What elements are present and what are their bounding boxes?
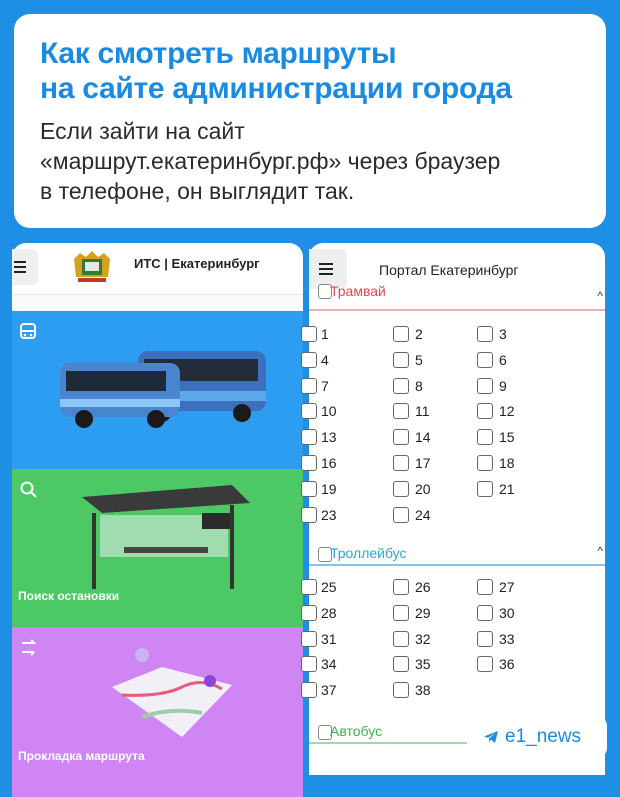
- route-checkbox[interactable]: [477, 631, 493, 647]
- route-number: 27: [499, 579, 515, 595]
- route-checkbox[interactable]: [301, 507, 317, 523]
- route-checkbox-item[interactable]: [393, 603, 473, 623]
- route-checkbox[interactable]: [393, 481, 409, 497]
- subtext: [40, 116, 582, 206]
- route-checkbox-item[interactable]: [309, 577, 389, 597]
- route-checkbox[interactable]: [301, 656, 317, 672]
- tile-label: Прокладка маршрута: [18, 749, 145, 763]
- route-number: 9: [499, 377, 507, 394]
- route-checkbox-item[interactable]: [309, 453, 389, 473]
- route-checkbox[interactable]: [393, 682, 409, 698]
- headline-line-1: Как смотреть маршруты: [40, 37, 397, 70]
- route-checkbox[interactable]: [477, 481, 493, 497]
- route-checkbox-item[interactable]: [477, 629, 557, 649]
- route-checkbox[interactable]: [477, 605, 493, 621]
- section-label: Автобус: [330, 723, 383, 739]
- route-checkbox-item[interactable]: [393, 629, 473, 649]
- route-checkbox-item[interactable]: [477, 427, 557, 447]
- route-checkbox[interactable]: [393, 631, 409, 647]
- section-label: Троллейбус: [330, 545, 407, 561]
- route-checkbox-item[interactable]: [393, 654, 473, 674]
- route-checkbox-item[interactable]: [309, 680, 389, 700]
- route-number: 37: [321, 682, 337, 699]
- route-checkbox-item[interactable]: [309, 324, 389, 344]
- badge-text: e1_news: [505, 726, 582, 747]
- buses-illustration: [52, 341, 272, 433]
- section-trolleybus[interactable]: [309, 542, 605, 566]
- route-checkbox[interactable]: [393, 507, 409, 523]
- route-checkbox-item[interactable]: [393, 401, 473, 421]
- e1-news-badge[interactable]: [467, 716, 607, 758]
- route-checkbox-item[interactable]: [393, 453, 473, 473]
- route-number: 11: [415, 403, 430, 420]
- route-number: 2: [415, 326, 423, 342]
- route-checkbox-item[interactable]: [309, 401, 389, 421]
- route-number: 20: [415, 480, 431, 497]
- route-number: 14: [415, 429, 431, 446]
- route-number: 10: [321, 403, 337, 420]
- route-checkbox-item[interactable]: [393, 350, 473, 370]
- route-checkbox[interactable]: [477, 403, 493, 419]
- route-checkbox[interactable]: [301, 378, 317, 394]
- route-checkbox-item[interactable]: [309, 350, 389, 370]
- route-checkbox-item[interactable]: [477, 453, 557, 473]
- section-tram[interactable]: [309, 283, 605, 311]
- route-checkbox-item[interactable]: [477, 603, 557, 623]
- route-number: 24: [415, 506, 431, 523]
- route-checkbox-item[interactable]: [477, 350, 557, 370]
- route-checkbox[interactable]: [301, 605, 317, 621]
- route-number: 12: [499, 403, 515, 420]
- route-number: 7: [321, 377, 329, 394]
- route-number: 32: [415, 630, 431, 647]
- route-number: 19: [321, 480, 337, 497]
- route-number: 21: [499, 480, 515, 497]
- route-checkbox[interactable]: [301, 631, 317, 647]
- route-number: 6: [499, 351, 507, 368]
- route-checkbox-item[interactable]: [477, 577, 557, 597]
- route-checkbox-item[interactable]: [309, 427, 389, 447]
- route-number: 4: [321, 351, 329, 368]
- route-number: 33: [499, 630, 515, 647]
- route-number: 28: [321, 604, 337, 621]
- route-checkbox-item[interactable]: [477, 401, 557, 421]
- route-checkbox-item[interactable]: [309, 479, 389, 499]
- route-checkbox-item[interactable]: [393, 324, 473, 344]
- route-number: 1: [321, 326, 329, 342]
- route-number: 3: [499, 326, 507, 342]
- route-checkbox[interactable]: [301, 481, 317, 497]
- collapse-caret-icon[interactable]: ^: [597, 289, 603, 303]
- route-number: 34: [321, 656, 337, 673]
- route-checkbox[interactable]: [477, 429, 493, 445]
- route-number: 25: [321, 579, 337, 595]
- route-checkbox[interactable]: [393, 378, 409, 394]
- search-icon: [18, 479, 40, 501]
- route-checkbox[interactable]: [301, 352, 317, 368]
- subtext-line-3: в телефоне, он выглядит так.: [40, 178, 355, 204]
- route-checkbox-item[interactable]: [477, 654, 557, 674]
- its-site-screenshot: [12, 243, 303, 775]
- bus-icon: [18, 321, 40, 343]
- collapse-caret-icon[interactable]: ^: [597, 544, 603, 558]
- route-number: 13: [321, 429, 337, 446]
- portal-site-title: Портал Екатеринбург: [379, 262, 519, 278]
- tile-stop-search[interactable]: [12, 469, 303, 627]
- route-checkbox[interactable]: [477, 378, 493, 394]
- route-checkbox-item[interactable]: [477, 324, 557, 344]
- telegram-icon: [483, 729, 499, 745]
- route-checkbox[interactable]: [393, 605, 409, 621]
- map-illustration: [102, 647, 242, 747]
- route-number: 36: [499, 656, 515, 673]
- route-number: 38: [415, 682, 431, 699]
- ekaterinburg-coat-of-arms-logo: [70, 247, 114, 285]
- route-checkbox-item[interactable]: [393, 376, 473, 396]
- route-checkbox[interactable]: [477, 326, 493, 342]
- route-checkbox-item[interactable]: [309, 629, 389, 649]
- menu-button[interactable]: [12, 249, 38, 285]
- hamburger-icon: [319, 263, 333, 278]
- route-checkbox[interactable]: [393, 326, 409, 342]
- route-number: 5: [415, 351, 423, 368]
- route-checkbox[interactable]: [477, 455, 493, 471]
- route-checkbox[interactable]: [301, 326, 317, 342]
- route-checkbox[interactable]: [301, 579, 317, 595]
- route-checkbox[interactable]: [477, 352, 493, 368]
- header-card: [14, 14, 606, 228]
- route-icon: [18, 637, 40, 659]
- section-label: Трамвай: [330, 283, 386, 299]
- route-checkbox-item[interactable]: [309, 603, 389, 623]
- route-checkbox[interactable]: [393, 455, 409, 471]
- route-checkbox[interactable]: [477, 656, 493, 672]
- route-checkbox[interactable]: [393, 579, 409, 595]
- route-checkbox-item[interactable]: [477, 376, 557, 396]
- route-number: 15: [499, 429, 515, 446]
- subtext-line-2: «маршрут.екатеринбург.рф» через браузер: [40, 148, 501, 174]
- route-checkbox[interactable]: [301, 403, 317, 419]
- route-number: 23: [321, 506, 337, 523]
- route-checkbox[interactable]: [393, 656, 409, 672]
- route-checkbox-item[interactable]: [309, 654, 389, 674]
- route-checkbox-item[interactable]: [393, 479, 473, 499]
- subtext-line-1: Если зайти на сайт: [40, 118, 245, 144]
- its-topbar: [12, 243, 303, 295]
- route-checkbox-item[interactable]: [309, 376, 389, 396]
- route-checkbox[interactable]: [301, 682, 317, 698]
- headline: [40, 36, 582, 106]
- route-checkbox[interactable]: [393, 352, 409, 368]
- its-site-title: ИТС | Екатеринбург: [134, 256, 260, 271]
- headline-line-2: на сайте администрации города: [40, 72, 512, 105]
- route-checkbox-item[interactable]: [393, 680, 473, 700]
- route-checkbox-item[interactable]: [393, 427, 473, 447]
- route-number: 8: [415, 377, 423, 394]
- route-checkbox-item[interactable]: [309, 505, 389, 525]
- route-number: 35: [415, 656, 431, 673]
- route-number: 26: [415, 579, 431, 595]
- route-number: 31: [321, 630, 337, 647]
- route-number: 16: [321, 455, 337, 471]
- hamburger-icon: [14, 261, 26, 276]
- route-checkbox[interactable]: [393, 429, 409, 445]
- route-number: 18: [499, 455, 515, 471]
- tile-route-planning[interactable]: [12, 627, 303, 797]
- route-number: 29: [415, 604, 431, 621]
- route-checkbox[interactable]: [477, 579, 493, 595]
- route-checkbox-item[interactable]: [393, 505, 473, 525]
- tile-label: Поиск остановки: [18, 589, 120, 603]
- route-checkbox-item[interactable]: [393, 577, 473, 597]
- route-checkbox[interactable]: [301, 455, 317, 471]
- route-checkbox-item[interactable]: [477, 479, 557, 499]
- route-checkbox[interactable]: [393, 403, 409, 419]
- bus-stop-illustration: [82, 483, 252, 593]
- portal-site-screenshot: [309, 243, 605, 775]
- route-checkbox[interactable]: [301, 429, 317, 445]
- tile-transport-movement[interactable]: [12, 311, 303, 469]
- route-number: 17: [415, 455, 431, 471]
- route-number: 30: [499, 604, 515, 621]
